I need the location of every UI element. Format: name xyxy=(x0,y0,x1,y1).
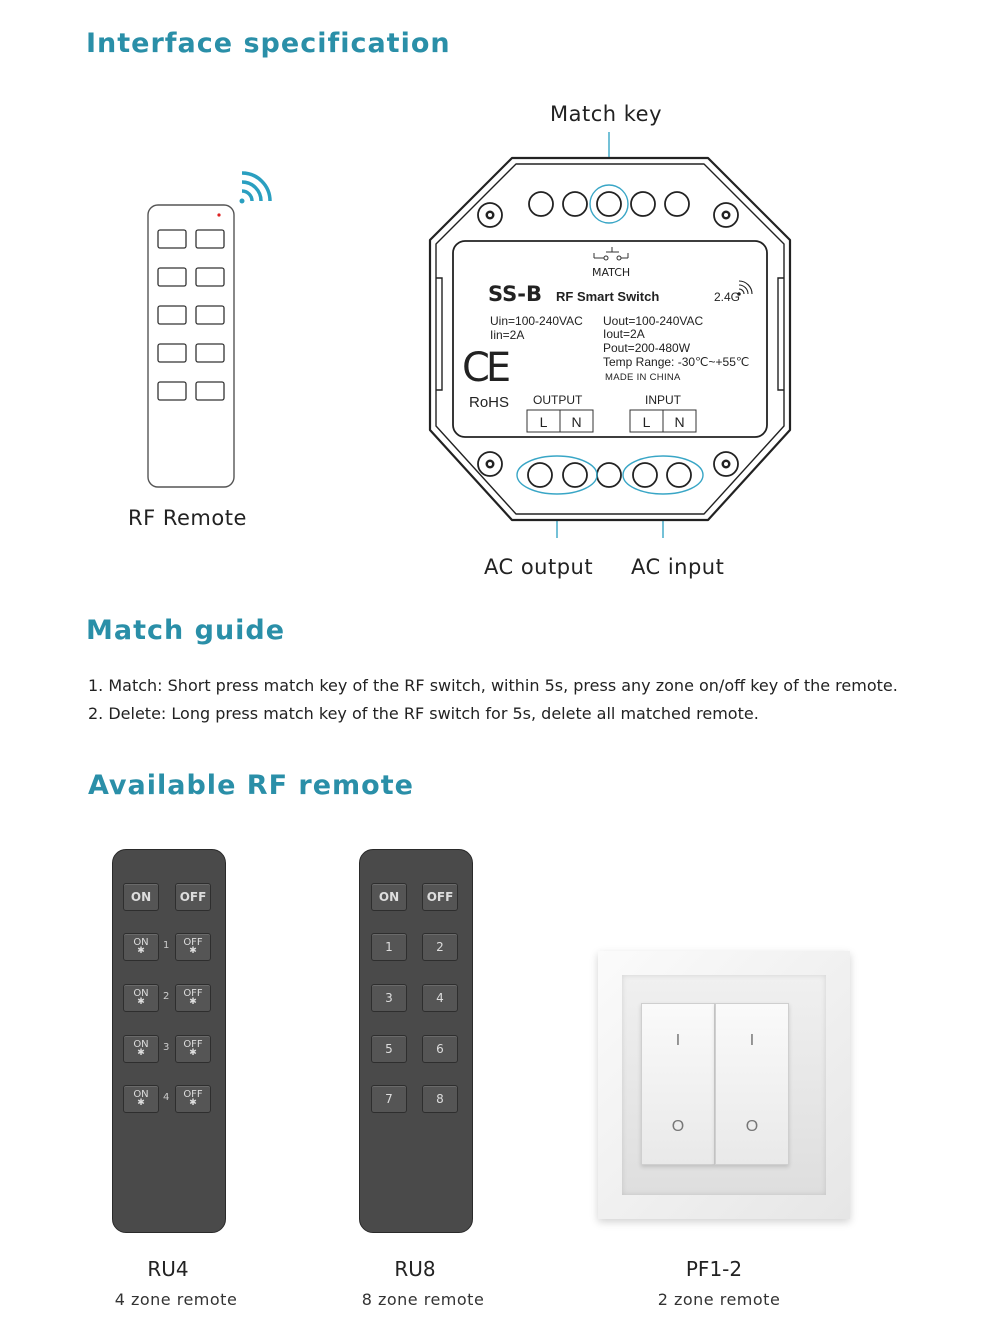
device-pout: Pout=200-480W xyxy=(603,341,691,355)
ru8-key-5: 5 xyxy=(371,1035,407,1063)
ru4-zone3-off-button: OFF ✱ xyxy=(175,1035,211,1063)
input-label: INPUT xyxy=(645,393,681,407)
pf12-right-rocker xyxy=(715,1003,789,1165)
match-step-2: 2. Delete: Long press match key of the RF switch for 5s, delete all matched remote. xyxy=(88,704,759,723)
output-label: OUTPUT xyxy=(533,393,583,407)
match-step-1: 1. Match: Short press match key of the RF switch, within 5s, press any zone on/off key of the remote. xyxy=(88,676,898,695)
match-key-label: Match key xyxy=(550,102,663,126)
pf12-wall-panel xyxy=(598,951,850,1219)
ru4-zone1-on-button: ON ✱ xyxy=(123,933,159,961)
rf-remote-drawing xyxy=(130,165,290,495)
pf12-left-rocker xyxy=(641,1003,715,1165)
device-name: RF Smart Switch xyxy=(556,289,660,304)
pf12-model: PF1-2 xyxy=(685,1257,743,1281)
device-made-in: MADE IN CHINA xyxy=(605,372,681,383)
ru8-key-3: 3 xyxy=(371,984,407,1012)
ce-mark: CE xyxy=(462,345,508,391)
ru4-zone3-on-button: ON ✱ xyxy=(123,1035,159,1063)
ru8-key-4: 4 xyxy=(422,984,458,1012)
ru8-key-2: 2 xyxy=(422,933,458,961)
pf12-left-off-symbol: O xyxy=(671,1118,685,1135)
input-l-terminal: L xyxy=(642,414,651,430)
ru4-on-all-button: ON xyxy=(123,883,159,911)
ru8-key-1: 1 xyxy=(371,933,407,961)
output-n-terminal: N xyxy=(571,414,582,430)
rohs-mark: RoHS xyxy=(469,394,510,411)
ru8-model: RU8 xyxy=(394,1257,436,1281)
ru4-remote xyxy=(112,849,226,1233)
ru4-model: RU4 xyxy=(147,1257,189,1281)
ru8-desc: 8 zone remote xyxy=(361,1290,485,1309)
device-iout: Iout=2A xyxy=(603,327,645,341)
ru8-key-7: 7 xyxy=(371,1085,407,1113)
ru8-off-all-button: OFF xyxy=(422,883,458,911)
pf12-desc: 2 zone remote xyxy=(657,1290,781,1309)
ru4-zone3-label: 3 xyxy=(163,1042,170,1053)
ru4-zone2-label: 2 xyxy=(163,991,170,1002)
pf12-right-on-symbol: I xyxy=(749,1032,755,1049)
ac-output-label: AC output xyxy=(484,555,594,579)
device-iin: Iin=2A xyxy=(490,328,525,342)
device-match-text: MATCH xyxy=(592,266,631,279)
ac-input-label: AC input xyxy=(631,555,725,579)
input-n-terminal: N xyxy=(674,414,685,430)
ru8-on-all-button: ON xyxy=(371,883,407,911)
ru4-zone2-off-button: OFF ✱ xyxy=(175,984,211,1012)
device-uin: Uin=100-240VAC xyxy=(490,314,583,328)
ru8-remote xyxy=(359,849,473,1233)
ru4-zone4-off-button: OFF ✱ xyxy=(175,1085,211,1113)
ru8-key-6: 6 xyxy=(422,1035,458,1063)
ru4-zone4-label: 4 xyxy=(163,1092,170,1103)
device-model: SS-B xyxy=(488,282,543,306)
pf12-right-off-symbol: O xyxy=(745,1118,759,1135)
ru4-zone1-label: 1 xyxy=(163,940,170,951)
ru4-zone2-on-button: ON ✱ xyxy=(123,984,159,1012)
device-uout: Uout=100-240VAC xyxy=(603,314,704,328)
rf-remote-label: RF Remote xyxy=(128,506,247,530)
available-remote-title: Available RF remote xyxy=(88,770,414,801)
pf12-left-on-symbol: I xyxy=(675,1032,681,1049)
wifi-signal-icon xyxy=(240,173,271,204)
match-guide-title: Match guide xyxy=(86,615,286,646)
ru8-key-8: 8 xyxy=(422,1085,458,1113)
interface-spec-title: Interface specification xyxy=(86,28,451,59)
output-l-terminal: L xyxy=(539,414,548,430)
ru4-zone1-off-button: OFF ✱ xyxy=(175,933,211,961)
device-frequency: 2.4G xyxy=(714,290,741,304)
ru4-zone4-on-button: ON ✱ xyxy=(123,1085,159,1113)
device-temp: Temp Range: -30℃~+55℃ xyxy=(603,355,750,369)
ru4-desc: 4 zone remote xyxy=(114,1290,238,1309)
ru4-off-all-button: OFF xyxy=(175,883,211,911)
